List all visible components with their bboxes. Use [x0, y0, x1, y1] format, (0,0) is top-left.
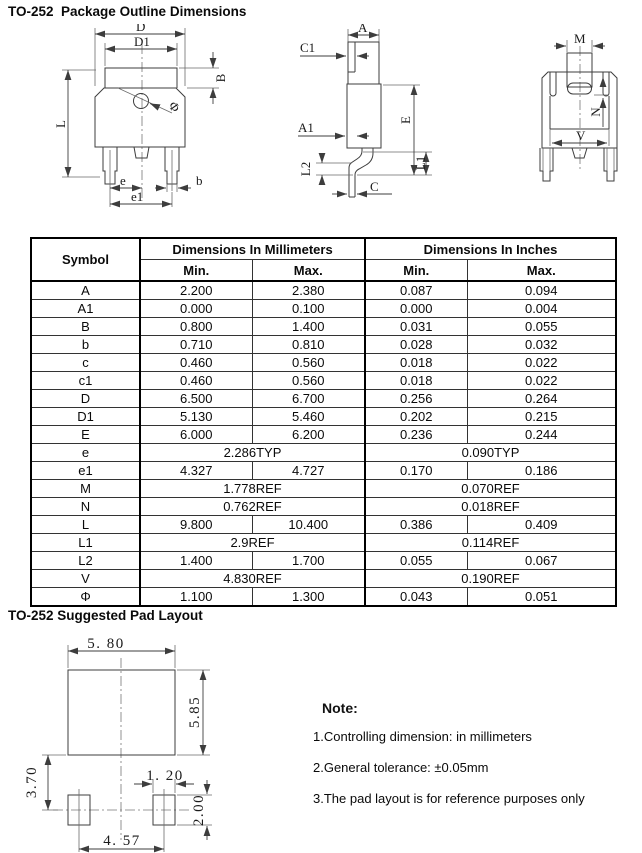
- table-row: [31, 462, 616, 480]
- cell-mm-max: 0.560: [252, 354, 365, 372]
- cell-in-max: 0.055: [467, 318, 616, 336]
- cell-mm-min: 0.710: [140, 336, 252, 354]
- dim-label-N: N: [588, 107, 603, 117]
- cell-symbol: B: [31, 318, 140, 336]
- table-row: [31, 570, 616, 588]
- table-row: [31, 318, 616, 336]
- dim-label-phi: Φ: [165, 98, 184, 115]
- cell-in-max: 0.215: [467, 408, 616, 426]
- table-row: [31, 408, 616, 426]
- cell-in-min: 0.043: [365, 588, 467, 607]
- dim-label-L: L: [53, 120, 68, 128]
- cell-symbol: N: [31, 498, 140, 516]
- dim-label-E: E: [398, 116, 413, 124]
- dim-label-A1: A1: [298, 120, 314, 135]
- table-row: [31, 354, 616, 372]
- cell-in-max: 0.022: [467, 354, 616, 372]
- cell-in-min: 0.018: [365, 372, 467, 390]
- cell-in-span: 0.018REF: [365, 498, 616, 516]
- cell-symbol: L2: [31, 552, 140, 570]
- cell-mm-min: 6.500: [140, 390, 252, 408]
- dimensions-table: [30, 237, 617, 607]
- dim-label-e: e: [120, 173, 126, 188]
- cell-mm-min: 0.800: [140, 318, 252, 336]
- cell-in-max: 0.022: [467, 372, 616, 390]
- table-row: [31, 300, 616, 318]
- cell-mm-min: 0.000: [140, 300, 252, 318]
- package-outline-drawings: [0, 24, 642, 236]
- cell-in-max: 0.032: [467, 336, 616, 354]
- cell-symbol: L: [31, 516, 140, 534]
- cell-in-min: 0.000: [365, 300, 467, 318]
- cell-in-min: 0.202: [365, 408, 467, 426]
- table-row: [31, 480, 616, 498]
- cell-symbol: D: [31, 390, 140, 408]
- cell-in-span: 0.070REF: [365, 480, 616, 498]
- cell-symbol: A1: [31, 300, 140, 318]
- col-header-in-min: Min.: [365, 260, 467, 282]
- cell-mm-max: 0.560: [252, 372, 365, 390]
- table-row: [31, 588, 616, 607]
- dim-label-e1: e1: [131, 189, 144, 204]
- cell-symbol: A: [31, 281, 140, 300]
- cell-symbol: E: [31, 426, 140, 444]
- cell-mm-min: 1.400: [140, 552, 252, 570]
- table-row: [31, 281, 616, 300]
- cell-mm-max: 0.100: [252, 300, 365, 318]
- cell-in-min: 0.386: [365, 516, 467, 534]
- cell-mm-span: 1.778REF: [140, 480, 365, 498]
- cell-mm-min: 9.800: [140, 516, 252, 534]
- table-row: [31, 372, 616, 390]
- cell-in-span: 0.190REF: [365, 570, 616, 588]
- table-row: [31, 498, 616, 516]
- col-header-in-max: Max.: [467, 260, 616, 282]
- cell-in-min: 0.236: [365, 426, 467, 444]
- cell-mm-span: 2.9REF: [140, 534, 365, 552]
- dim-label-C1: C1: [300, 40, 316, 55]
- cell-in-max: 0.004: [467, 300, 616, 318]
- dim-label-D: D: [136, 24, 146, 34]
- col-header-symbol: Symbol: [31, 238, 140, 281]
- cell-symbol: c1: [31, 372, 140, 390]
- cell-in-min: 0.170: [365, 462, 467, 480]
- cell-mm-min: 4.327: [140, 462, 252, 480]
- note-block: [313, 700, 639, 822]
- cell-symbol: L1: [31, 534, 140, 552]
- cell-symbol: M: [31, 480, 140, 498]
- cell-mm-span: 0.762REF: [140, 498, 365, 516]
- cell-mm-min: 2.200: [140, 281, 252, 300]
- table-header-row: [31, 238, 616, 260]
- dim-label-L2: L2: [298, 161, 313, 177]
- front-view-drawing: [53, 24, 228, 207]
- cell-mm-min: 6.000: [140, 426, 252, 444]
- pad-dim-height: 5.85: [187, 695, 203, 729]
- dim-label-V: V: [576, 128, 586, 143]
- pad-dim-offset: 3.70: [24, 765, 40, 799]
- cell-in-max: 0.186: [467, 462, 616, 480]
- cell-symbol: c: [31, 354, 140, 372]
- cell-in-min: 0.087: [365, 281, 467, 300]
- pad-layout-title: TO-252 Suggested Pad Layout: [8, 608, 203, 623]
- cell-in-span: 0.090TYP: [365, 444, 616, 462]
- table-row: [31, 516, 616, 534]
- back-view-drawing: [540, 31, 617, 181]
- cell-in-min: 0.028: [365, 336, 467, 354]
- cell-mm-max: 6.700: [252, 390, 365, 408]
- cell-mm-max: 0.810: [252, 336, 365, 354]
- pad-dim-pitch: 4. 57: [103, 833, 141, 849]
- cell-in-max: 0.264: [467, 390, 616, 408]
- dim-label-A: A: [358, 24, 368, 35]
- cell-in-max: 0.244: [467, 426, 616, 444]
- table-row: [31, 336, 616, 354]
- note-item: 2.General tolerance: ±0.05mm: [313, 760, 489, 775]
- pad-dim-pad-width: 1. 20: [146, 768, 184, 784]
- cell-symbol: e1: [31, 462, 140, 480]
- cell-mm-max: 5.460: [252, 408, 365, 426]
- col-header-mm-max: Max.: [252, 260, 365, 282]
- dim-label-D1: D1: [134, 34, 150, 49]
- cell-mm-max: 1.700: [252, 552, 365, 570]
- table-row: [31, 390, 616, 408]
- cell-in-max: 0.051: [467, 588, 616, 607]
- cell-mm-min: 5.130: [140, 408, 252, 426]
- cell-mm-min: 0.460: [140, 372, 252, 390]
- table-row: [31, 426, 616, 444]
- dim-label-B: B: [213, 73, 228, 83]
- cell-in-min: 0.031: [365, 318, 467, 336]
- note-item: 1.Controlling dimension: in millimeters: [313, 729, 532, 744]
- cell-mm-max: 6.200: [252, 426, 365, 444]
- note-title: Note:: [322, 700, 358, 716]
- cell-symbol: D1: [31, 408, 140, 426]
- cell-mm-span: 2.286TYP: [140, 444, 365, 462]
- cell-mm-max: 1.300: [252, 588, 365, 607]
- dim-label-L1: L1: [413, 155, 428, 171]
- cell-mm-max: 10.400: [252, 516, 365, 534]
- cell-in-span: 0.114REF: [365, 534, 616, 552]
- cell-mm-min: 1.100: [140, 588, 252, 607]
- col-header-mm-min: Min.: [140, 260, 252, 282]
- table-row: [31, 552, 616, 570]
- table-row: [31, 444, 616, 462]
- cell-mm-span: 4.830REF: [140, 570, 365, 588]
- cell-in-max: 0.409: [467, 516, 616, 534]
- cell-in-max: 0.094: [467, 281, 616, 300]
- cell-symbol: b: [31, 336, 140, 354]
- cell-in-min: 0.256: [365, 390, 467, 408]
- dim-label-b: b: [196, 173, 203, 188]
- cell-mm-max: 4.727: [252, 462, 365, 480]
- cell-mm-max: 2.380: [252, 281, 365, 300]
- cell-symbol: V: [31, 570, 140, 588]
- side-view-drawing: [298, 24, 432, 197]
- col-header-mm: Dimensions In Millimeters: [140, 238, 365, 260]
- cell-mm-min: 0.460: [140, 354, 252, 372]
- pad-dim-pad-height: 2.00: [191, 793, 207, 827]
- cell-symbol: e: [31, 444, 140, 462]
- dim-label-M: M: [574, 31, 586, 46]
- cell-mm-max: 1.400: [252, 318, 365, 336]
- note-item: 3.The pad layout is for reference purposes only: [313, 791, 585, 806]
- cell-symbol: Φ: [31, 588, 140, 607]
- cell-in-min: 0.018: [365, 354, 467, 372]
- cell-in-max: 0.067: [467, 552, 616, 570]
- col-header-inches: Dimensions In Inches: [365, 238, 616, 260]
- dimensions-table-body: [31, 281, 616, 606]
- dim-label-C: C: [370, 179, 379, 194]
- page-title: TO-252 Package Outline Dimensions: [8, 4, 247, 19]
- cell-in-min: 0.055: [365, 552, 467, 570]
- table-row: [31, 534, 616, 552]
- pad-dim-width: 5. 80: [87, 636, 125, 652]
